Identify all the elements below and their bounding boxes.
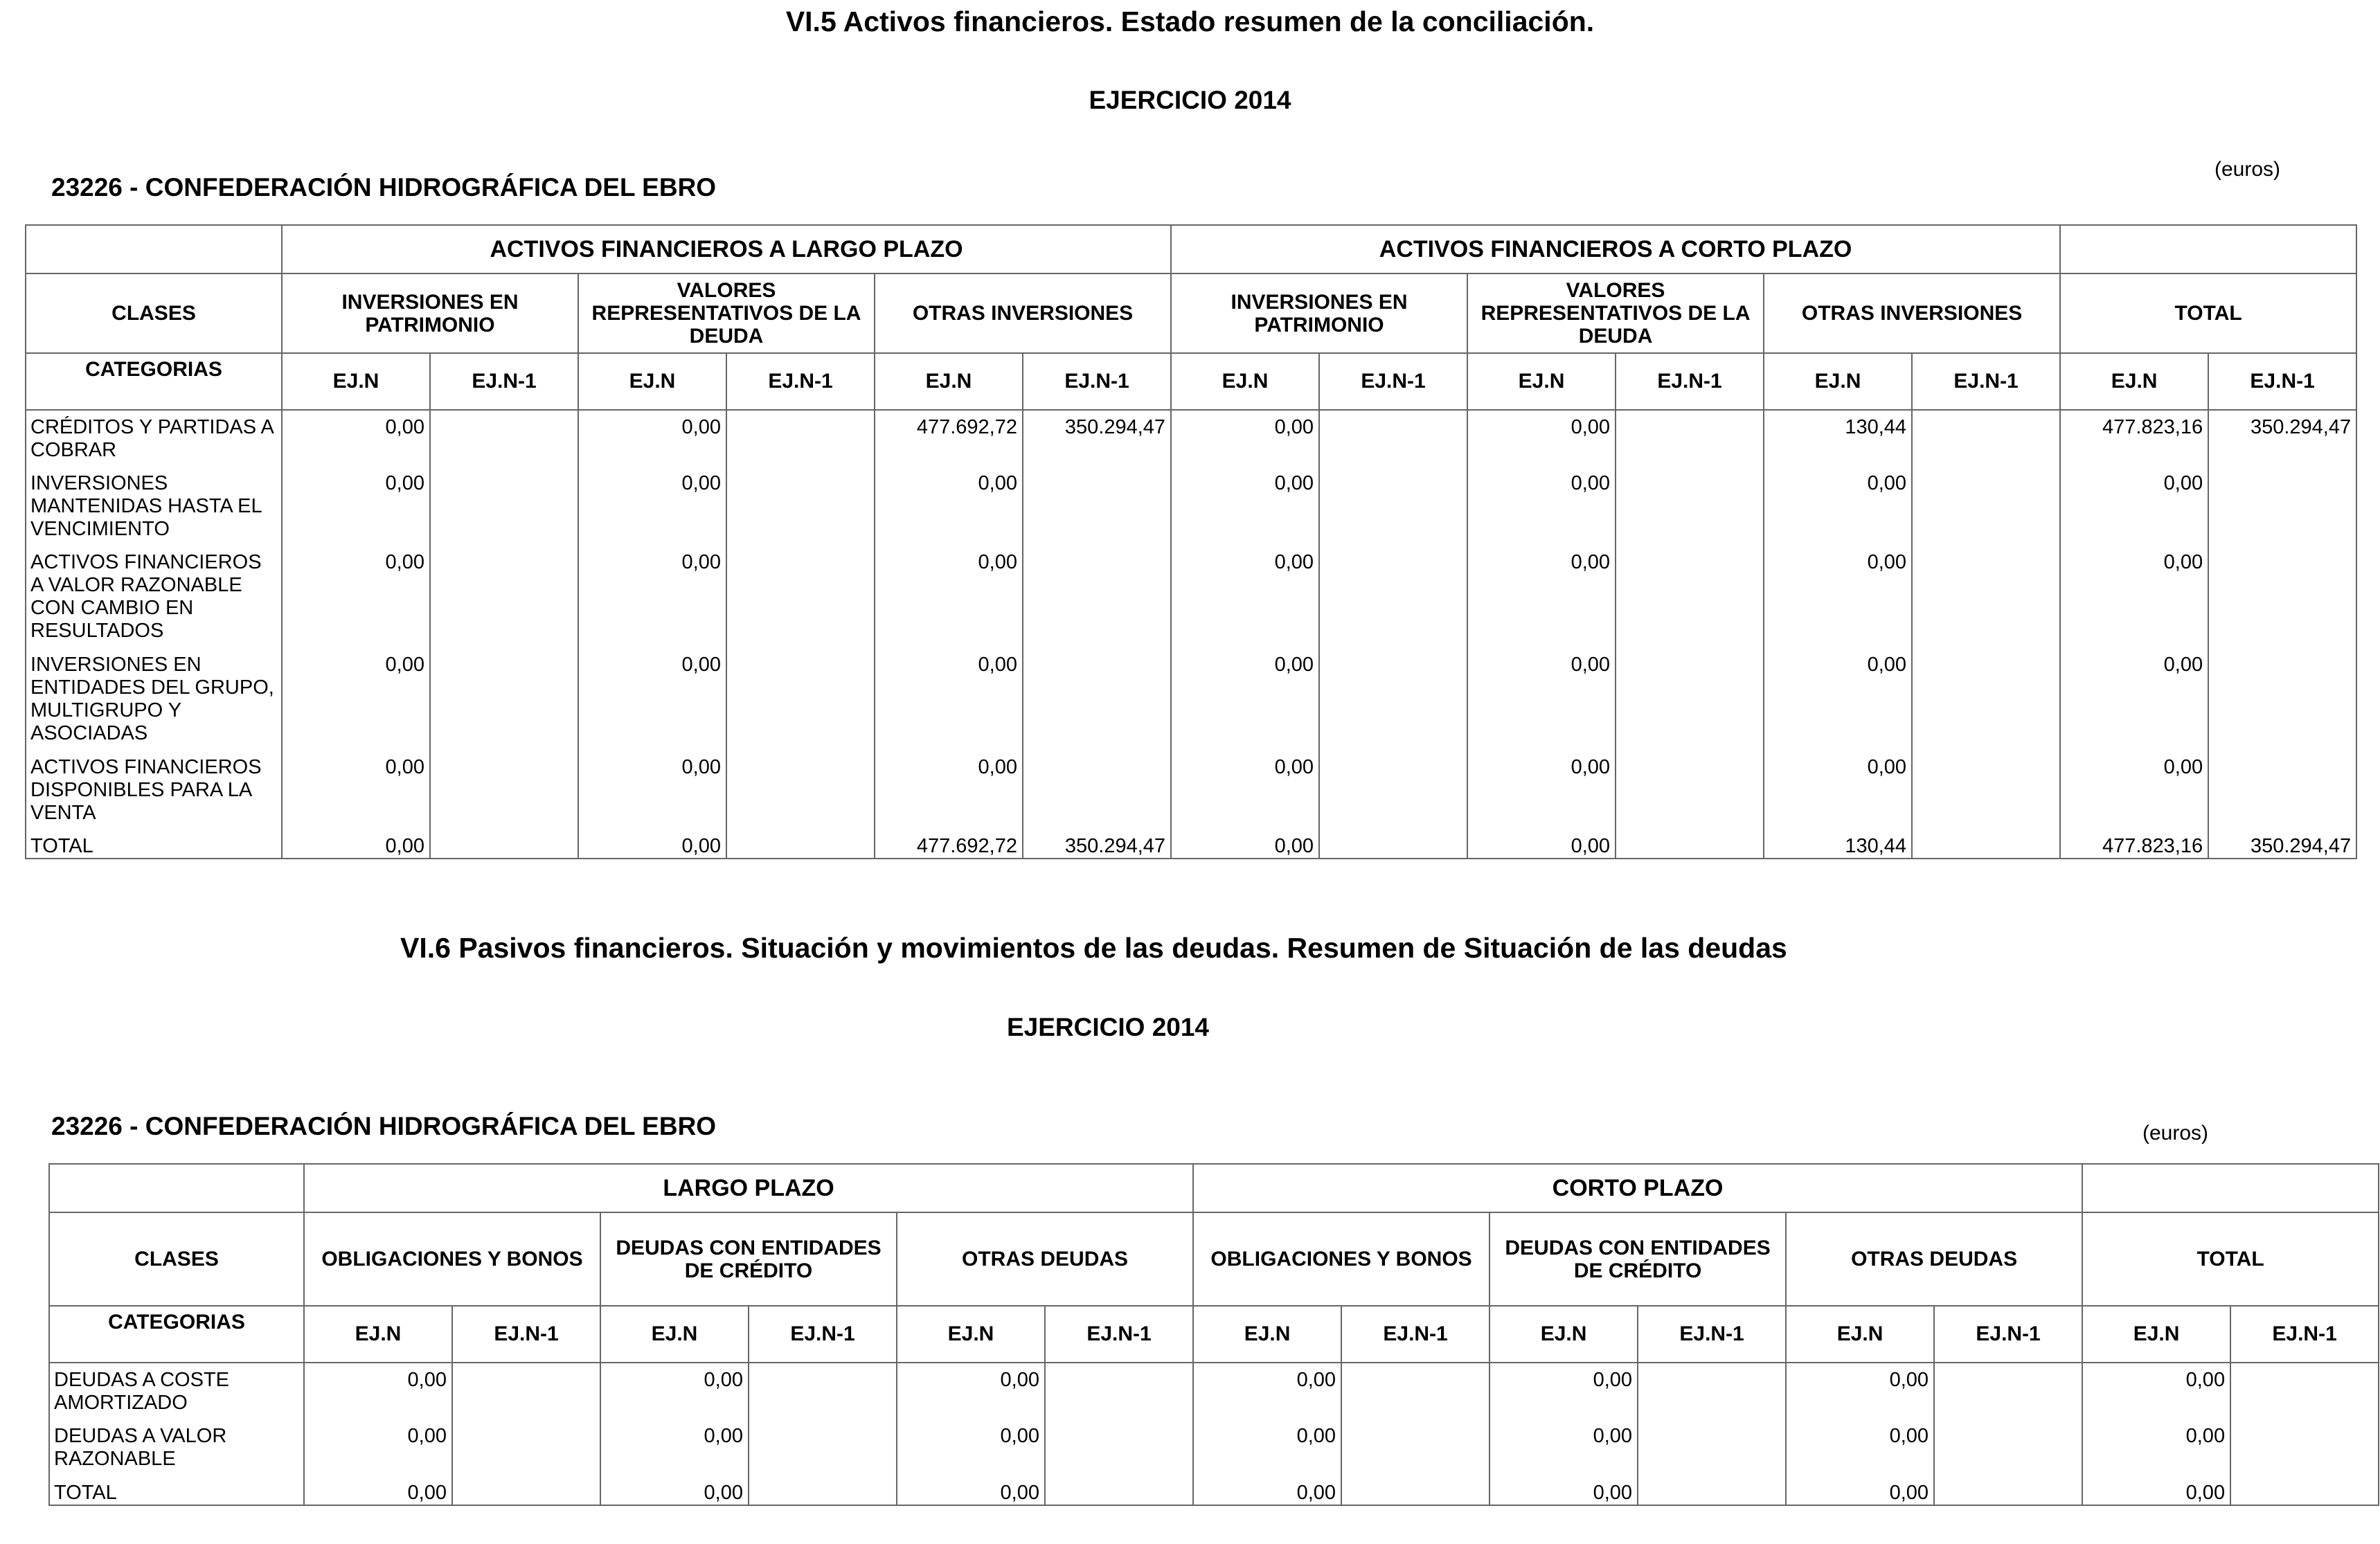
value-cell — [452, 1476, 600, 1505]
header-total: TOTAL — [2060, 273, 2356, 353]
value-cell: 0,00 — [578, 751, 726, 829]
header-ejn: EJ.N — [1489, 1306, 1638, 1363]
header-categorias: CATEGORIAS — [26, 353, 282, 410]
value-cell: 0,00 — [875, 467, 1023, 546]
header-ejn1: EJ.N-1 — [2208, 353, 2356, 410]
header-ejn1: EJ.N-1 — [1045, 1306, 1193, 1363]
header-ejn: EJ.N — [2060, 353, 2208, 410]
value-cell: 0,00 — [304, 1419, 452, 1476]
value-cell — [749, 1363, 897, 1419]
value-cell: 0,00 — [875, 751, 1023, 829]
liabilities-table — [48, 1163, 2379, 1506]
value-cell: 0,00 — [304, 1476, 452, 1505]
header-ejn: EJ.N — [304, 1306, 452, 1363]
value-cell: 0,00 — [2060, 648, 2208, 751]
header-otras-deudas: OTRAS DEUDAS — [1786, 1212, 2082, 1306]
value-cell: 0,00 — [875, 546, 1023, 648]
table-row — [26, 751, 2356, 829]
value-cell: 0,00 — [1489, 1476, 1638, 1505]
value-cell: 0,00 — [1193, 1419, 1341, 1476]
header-ejn1: EJ.N-1 — [1023, 353, 1171, 410]
value-cell: 0,00 — [282, 648, 430, 751]
value-cell: 0,00 — [1764, 751, 1912, 829]
value-cell — [1912, 829, 2060, 859]
header-group-long: LARGO PLAZO — [304, 1164, 1193, 1212]
header-ejn1: EJ.N-1 — [1912, 353, 2060, 410]
value-cell — [2230, 1476, 2379, 1505]
value-cell: 477.692,72 — [875, 829, 1023, 859]
value-cell — [726, 467, 875, 546]
section1-organism: 23226 - CONFEDERACIÓN HIDROGRÁFICA DEL EBRO — [51, 173, 717, 201]
value-cell: 130,44 — [1764, 410, 1912, 467]
value-cell: 0,00 — [1489, 1363, 1638, 1419]
value-cell — [1616, 829, 1764, 859]
section2-exercise: EJERCICIO 2014 — [1006, 1013, 1210, 1041]
header-ejn1: EJ.N-1 — [726, 353, 875, 410]
header-group-short: CORTO PLAZO — [1193, 1164, 2082, 1212]
header-group-short: ACTIVOS FINANCIEROS A CORTO PLAZO — [1171, 225, 2060, 273]
header-ejn: EJ.N — [2082, 1306, 2230, 1363]
row-label: ACTIVOS FINANCIEROS A VALOR RAZONABLE CON CAMBIO EN RESULTADOS — [26, 546, 282, 648]
value-cell: 477.823,16 — [2060, 829, 2208, 859]
value-cell: 0,00 — [897, 1419, 1045, 1476]
value-cell: 0,00 — [2082, 1476, 2230, 1505]
value-cell: 0,00 — [600, 1476, 749, 1505]
value-cell: 350.294,47 — [2208, 829, 2356, 859]
value-cell — [430, 467, 578, 546]
header-blank — [26, 225, 282, 273]
section1-exercise: EJERCICIO 2014 — [1089, 86, 1291, 114]
value-cell: 0,00 — [578, 410, 726, 467]
value-cell — [726, 829, 875, 859]
header-clases: CLASES — [26, 273, 282, 353]
value-cell — [1045, 1363, 1193, 1419]
value-cell: 0,00 — [1171, 648, 1319, 751]
value-cell — [1912, 546, 2060, 648]
section2-organism: 23226 - CONFEDERACIÓN HIDROGRÁFICA DEL EBRO — [51, 1112, 717, 1140]
value-cell: 0,00 — [2060, 546, 2208, 648]
value-cell: 0,00 — [897, 1363, 1045, 1419]
header-total: TOTAL — [2082, 1212, 2379, 1306]
value-cell — [1638, 1476, 1786, 1505]
header-ejn: EJ.N — [600, 1306, 749, 1363]
value-cell: 0,00 — [1489, 1419, 1638, 1476]
value-cell — [749, 1419, 897, 1476]
header-otras-inversiones: OTRAS INVERSIONES — [875, 273, 1171, 353]
row-label: DEUDAS A COSTE AMORTIZADO — [49, 1363, 304, 1419]
table-row — [26, 410, 2356, 467]
header-ejn: EJ.N — [875, 353, 1023, 410]
value-cell: 477.823,16 — [2060, 410, 2208, 467]
header-ejn: EJ.N — [1193, 1306, 1341, 1363]
value-cell — [2208, 546, 2356, 648]
header-ejn: EJ.N — [1171, 353, 1319, 410]
value-cell — [726, 410, 875, 467]
header-otras-inversiones: OTRAS INVERSIONES — [1764, 273, 2060, 353]
header-ejn: EJ.N — [1764, 353, 1912, 410]
value-cell — [1912, 648, 2060, 751]
value-cell — [1912, 751, 2060, 829]
value-cell: 0,00 — [1193, 1476, 1341, 1505]
value-cell — [2208, 648, 2356, 751]
value-cell — [1616, 751, 1764, 829]
value-cell: 0,00 — [600, 1419, 749, 1476]
header-inversiones-patrimonio: INVERSIONES EN PATRIMONIO — [1171, 273, 1467, 353]
value-cell — [1616, 467, 1764, 546]
value-cell: 0,00 — [1467, 546, 1616, 648]
value-cell — [430, 410, 578, 467]
value-cell: 0,00 — [2060, 751, 2208, 829]
value-cell: 0,00 — [1786, 1476, 1934, 1505]
value-cell — [1023, 546, 1171, 648]
header-ejn: EJ.N — [1467, 353, 1616, 410]
table-row — [49, 1476, 2379, 1505]
section1-title: VI.5 Activos financieros. Estado resumen de la conciliación. — [785, 6, 1595, 37]
value-cell: 0,00 — [578, 829, 726, 859]
value-cell — [1934, 1363, 2082, 1419]
value-cell — [726, 648, 875, 751]
value-cell — [452, 1363, 600, 1419]
header-categorias: CATEGORIAS — [49, 1306, 304, 1363]
header-ejn1: EJ.N-1 — [749, 1306, 897, 1363]
header-ejn1: EJ.N-1 — [1319, 353, 1467, 410]
value-cell: 0,00 — [1171, 829, 1319, 859]
header-otras-deudas: OTRAS DEUDAS — [897, 1212, 1193, 1306]
value-cell — [2208, 467, 2356, 546]
header-ejn1: EJ.N-1 — [430, 353, 578, 410]
value-cell — [1319, 648, 1467, 751]
value-cell — [1912, 467, 2060, 546]
header-ejn1: EJ.N-1 — [1934, 1306, 2082, 1363]
header-ejn: EJ.N — [282, 353, 430, 410]
value-cell: 0,00 — [897, 1476, 1045, 1505]
value-cell: 0,00 — [1764, 546, 1912, 648]
value-cell: 0,00 — [578, 546, 726, 648]
value-cell — [1319, 829, 1467, 859]
table-row — [26, 467, 2356, 546]
value-cell — [1912, 410, 2060, 467]
row-label: INVERSIONES MANTENIDAS HASTA EL VENCIMIENTO — [26, 467, 282, 546]
value-cell: 0,00 — [1467, 648, 1616, 751]
row-label: TOTAL — [49, 1476, 304, 1505]
value-cell: 350.294,47 — [2208, 410, 2356, 467]
value-cell: 0,00 — [1171, 410, 1319, 467]
value-cell — [1934, 1476, 2082, 1505]
value-cell — [452, 1419, 600, 1476]
value-cell — [1341, 1363, 1489, 1419]
row-label: INVERSIONES EN ENTIDADES DEL GRUPO, MULTIGRUPO Y ASOCIADAS — [26, 648, 282, 751]
header-ejn1: EJ.N-1 — [1341, 1306, 1489, 1363]
value-cell — [1616, 546, 1764, 648]
value-cell — [430, 829, 578, 859]
value-cell: 0,00 — [304, 1363, 452, 1419]
header-clases: CLASES — [49, 1212, 304, 1306]
value-cell: 0,00 — [1467, 410, 1616, 467]
assets-table — [25, 224, 2357, 859]
value-cell — [430, 648, 578, 751]
value-cell — [1638, 1363, 1786, 1419]
header-ejn: EJ.N — [1786, 1306, 1934, 1363]
header-obligaciones-bonos: OBLIGACIONES Y BONOS — [1193, 1212, 1489, 1306]
section2-title: VI.6 Pasivos financieros. Situación y movimientos de las deudas. Resumen de Situación de las deudas — [400, 932, 1787, 964]
value-cell: 350.294,47 — [1023, 829, 1171, 859]
value-cell: 0,00 — [1193, 1363, 1341, 1419]
value-cell — [1319, 410, 1467, 467]
value-cell: 0,00 — [600, 1363, 749, 1419]
value-cell — [726, 751, 875, 829]
value-cell: 0,00 — [2082, 1419, 2230, 1476]
value-cell: 0,00 — [1171, 751, 1319, 829]
value-cell: 0,00 — [875, 648, 1023, 751]
header-obligaciones-bonos: OBLIGACIONES Y BONOS — [304, 1212, 600, 1306]
value-cell: 0,00 — [1786, 1363, 1934, 1419]
value-cell — [2230, 1419, 2379, 1476]
value-cell: 130,44 — [1764, 829, 1912, 859]
table-row — [26, 829, 2356, 859]
value-cell: 0,00 — [282, 829, 430, 859]
header-ejn1: EJ.N-1 — [452, 1306, 600, 1363]
value-cell: 0,00 — [1786, 1419, 1934, 1476]
value-cell: 0,00 — [1764, 467, 1912, 546]
value-cell — [1934, 1419, 2082, 1476]
header-valores-deuda: VALORES REPRESENTATIVOS DE LA DEUDA — [578, 273, 875, 353]
value-cell — [749, 1476, 897, 1505]
header-valores-deuda: VALORES REPRESENTATIVOS DE LA DEUDA — [1467, 273, 1764, 353]
header-group-long: ACTIVOS FINANCIEROS A LARGO PLAZO — [282, 225, 1171, 273]
row-label: TOTAL — [26, 829, 282, 859]
header-ejn: EJ.N — [578, 353, 726, 410]
value-cell — [1023, 467, 1171, 546]
value-cell — [1045, 1476, 1193, 1505]
row-label: ACTIVOS FINANCIEROS DISPONIBLES PARA LA VENTA — [26, 751, 282, 829]
value-cell: 0,00 — [282, 410, 430, 467]
value-cell: 0,00 — [1467, 751, 1616, 829]
value-cell — [1341, 1476, 1489, 1505]
header-ejn: EJ.N — [897, 1306, 1045, 1363]
value-cell: 0,00 — [2060, 467, 2208, 546]
value-cell: 0,00 — [1171, 546, 1319, 648]
value-cell — [2208, 751, 2356, 829]
value-cell — [2230, 1363, 2379, 1419]
header-inversiones-patrimonio: INVERSIONES EN PATRIMONIO — [282, 273, 578, 353]
header-ejn1: EJ.N-1 — [1616, 353, 1764, 410]
value-cell: 0,00 — [282, 467, 430, 546]
value-cell — [1638, 1419, 1786, 1476]
value-cell: 0,00 — [1467, 829, 1616, 859]
section2-unit: (euros) — [2142, 1122, 2209, 1144]
value-cell: 0,00 — [282, 546, 430, 648]
value-cell — [430, 546, 578, 648]
header-deudas-entidades-credito: DEUDAS CON ENTIDADES DE CRÉDITO — [1489, 1212, 1786, 1306]
row-label: CRÉDITOS Y PARTIDAS A COBRAR — [26, 410, 282, 467]
value-cell: 477.692,72 — [875, 410, 1023, 467]
header-deudas-entidades-credito: DEUDAS CON ENTIDADES DE CRÉDITO — [600, 1212, 897, 1306]
value-cell — [1023, 751, 1171, 829]
value-cell: 0,00 — [2082, 1363, 2230, 1419]
value-cell: 0,00 — [1171, 467, 1319, 546]
value-cell — [1045, 1419, 1193, 1476]
header-blank — [2082, 1164, 2379, 1212]
header-ejn1: EJ.N-1 — [2230, 1306, 2379, 1363]
value-cell: 350.294,47 — [1023, 410, 1171, 467]
value-cell — [430, 751, 578, 829]
value-cell — [1616, 648, 1764, 751]
header-blank — [49, 1164, 304, 1212]
table-row — [26, 648, 2356, 751]
value-cell: 0,00 — [578, 648, 726, 751]
section1-unit: (euros) — [2215, 158, 2281, 181]
value-cell: 0,00 — [1764, 648, 1912, 751]
row-label: DEUDAS A VALOR RAZONABLE — [49, 1419, 304, 1476]
value-cell — [1319, 546, 1467, 648]
value-cell — [726, 546, 875, 648]
value-cell: 0,00 — [1467, 467, 1616, 546]
header-blank — [2060, 225, 2356, 273]
header-ejn1: EJ.N-1 — [1638, 1306, 1786, 1363]
table-row — [49, 1419, 2379, 1476]
value-cell — [1319, 467, 1467, 546]
table-row — [49, 1363, 2379, 1419]
value-cell: 0,00 — [282, 751, 430, 829]
value-cell — [1319, 751, 1467, 829]
value-cell — [1616, 410, 1764, 467]
value-cell: 0,00 — [578, 467, 726, 546]
value-cell — [1023, 648, 1171, 751]
table-row — [26, 546, 2356, 648]
value-cell — [1341, 1419, 1489, 1476]
